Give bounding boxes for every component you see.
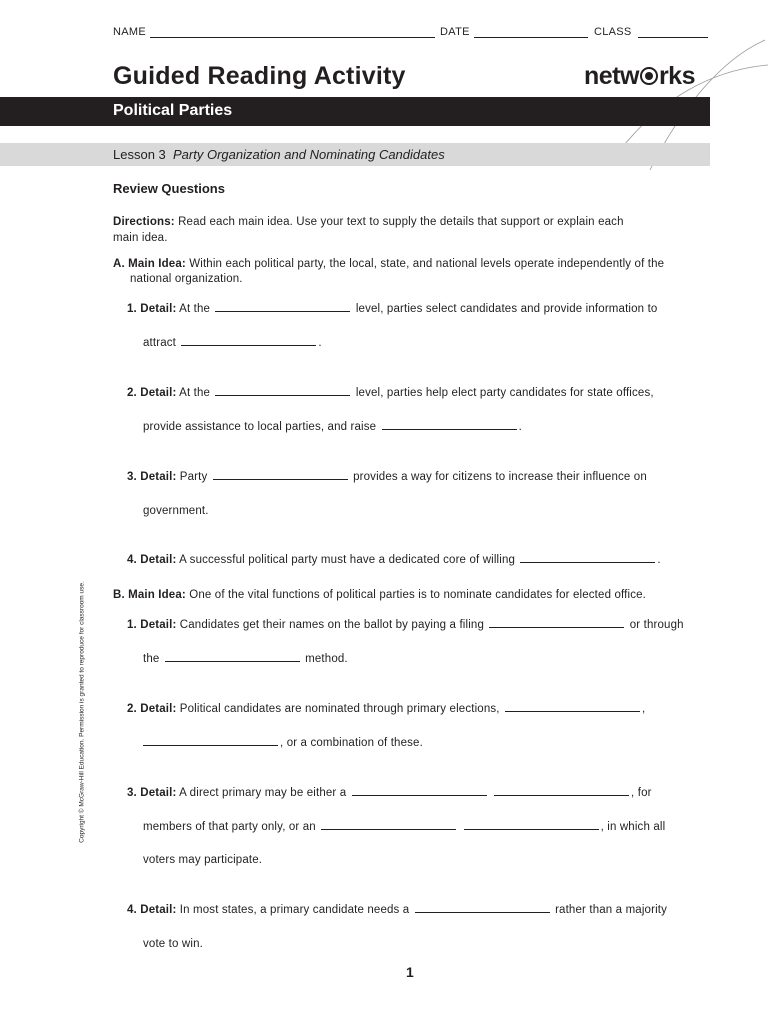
detail-text: provides a way for citizens to increase their influence on — [353, 471, 647, 483]
detail-b2-line-1 — [127, 701, 645, 717]
class-blank[interactable] — [638, 37, 708, 38]
answer-blank[interactable] — [215, 386, 350, 396]
detail-text: level, parties help elect party candidates for state offices, — [355, 387, 654, 399]
name-blank[interactable] — [150, 37, 435, 38]
detail-label: 4. Detail: — [127, 904, 177, 916]
networks-logo — [584, 62, 695, 91]
detail-label: 2. Detail: — [127, 387, 177, 399]
answer-blank[interactable] — [464, 820, 599, 830]
answer-blank[interactable] — [321, 820, 456, 830]
detail-label: 3. Detail: — [127, 787, 177, 799]
detail-label: 1. Detail: — [127, 619, 177, 631]
detail-text: rather than a majority — [555, 904, 668, 916]
detail-text: provide assistance to local parties, and raise — [143, 421, 377, 433]
detail-b1-line-2 — [143, 651, 348, 667]
detail-text: or through — [629, 619, 684, 631]
answer-blank[interactable] — [489, 618, 624, 628]
detail-text: A direct primary may be either a — [179, 787, 347, 799]
answer-blank[interactable] — [520, 553, 655, 563]
logo-o-icon — [640, 67, 658, 85]
detail-b2-line-2 — [141, 735, 423, 751]
detail-b1-line-1 — [127, 617, 684, 633]
detail-label: 1. Detail: — [127, 303, 177, 315]
page-title: Guided Reading Activity — [113, 62, 406, 90]
detail-text: In most states, a primary candidate needs a — [179, 904, 410, 916]
directions-text-2: main idea. — [113, 232, 168, 244]
detail-b4-line-1 — [127, 902, 667, 918]
detail-b3-line-2 — [143, 819, 665, 835]
answer-blank[interactable] — [143, 736, 278, 746]
detail-label: 3. Detail: — [127, 471, 177, 483]
detail-a1-line-1 — [127, 301, 657, 317]
copyright-notice: Copyright © McGraw-Hill Education. Permission is granted to reproduce for classroom use. — [78, 581, 86, 843]
detail-text: , in which all — [600, 821, 666, 833]
answer-blank[interactable] — [213, 470, 348, 480]
answer-blank[interactable] — [215, 302, 350, 312]
main-idea-a-text-1: Within each political party, the local, state, and national levels operate independently of the — [189, 258, 665, 270]
main-idea-b-text: One of the vital functions of political parties is to nominate candidates for elected office. — [189, 589, 646, 601]
answer-blank[interactable] — [165, 652, 300, 662]
detail-text: , — [641, 703, 646, 715]
detail-a3-line-2: government. — [143, 505, 209, 517]
topic-title: Political Parties — [113, 102, 233, 119]
page-number: 1 — [406, 964, 414, 980]
answer-blank[interactable] — [505, 702, 640, 712]
class-label: CLASS — [594, 26, 632, 38]
detail-text: attract — [143, 337, 177, 349]
detail-a2-line-1 — [127, 385, 654, 401]
main-idea-b-line — [113, 587, 646, 603]
detail-b3-line-3: voters may participate. — [143, 854, 263, 866]
section-heading: Review Questions — [113, 181, 225, 196]
answer-blank[interactable] — [181, 336, 316, 346]
detail-text: . — [657, 554, 661, 566]
detail-text: . — [318, 337, 322, 349]
detail-text: the — [143, 653, 160, 665]
date-blank[interactable] — [474, 37, 588, 38]
directions-line-1 — [113, 214, 624, 230]
detail-text: members of that party only, or an — [143, 821, 316, 833]
main-idea-a-label: A. Main Idea: — [113, 258, 186, 270]
detail-text: method. — [305, 653, 348, 665]
detail-a2-line-2 — [143, 419, 522, 435]
detail-b4-line-2: vote to win. — [143, 938, 203, 950]
detail-text: At the — [179, 303, 211, 315]
detail-text: A successful political party must have a dedicated core of willing — [179, 554, 516, 566]
detail-a3-line-1 — [127, 469, 647, 485]
logo-text-end: rks — [658, 62, 695, 90]
directions-text-1: Read each main idea. Use your text to supply the details that support or explain each — [178, 216, 624, 228]
detail-text: , for — [631, 787, 652, 799]
logo-text-start: netw — [584, 62, 639, 90]
answer-blank[interactable] — [382, 420, 517, 430]
lesson-heading — [113, 147, 445, 162]
answer-blank[interactable] — [415, 903, 550, 913]
detail-text: level, parties select candidates and provide information to — [355, 303, 658, 315]
detail-label: 2. Detail: — [127, 703, 177, 715]
detail-text: Party — [179, 471, 208, 483]
lesson-number: Lesson 3 — [113, 147, 166, 162]
detail-text: Candidates get their names on the ballot by paying a filing — [179, 619, 485, 631]
main-idea-a-line-1 — [113, 256, 664, 272]
date-label: DATE — [440, 26, 470, 38]
detail-text: , or a combination of these. — [280, 737, 423, 749]
topic-bar — [0, 97, 710, 126]
detail-text: Political candidates are nominated through primary elections, — [179, 703, 500, 715]
directions-label: Directions: — [113, 216, 175, 228]
answer-blank[interactable] — [352, 786, 487, 796]
lesson-title: Party Organization and Nominating Candidates — [173, 147, 445, 162]
detail-label: 4. Detail: — [127, 554, 177, 566]
name-label: NAME — [113, 26, 146, 38]
detail-a1-line-2 — [143, 335, 322, 351]
detail-b3-line-1 — [127, 785, 652, 801]
detail-text: At the — [179, 387, 211, 399]
answer-blank[interactable] — [494, 786, 629, 796]
main-idea-b-label: B. Main Idea: — [113, 589, 186, 601]
main-idea-a-text-2: national organization. — [130, 273, 243, 285]
detail-text: . — [518, 421, 522, 433]
detail-a4-line-1 — [127, 552, 661, 568]
